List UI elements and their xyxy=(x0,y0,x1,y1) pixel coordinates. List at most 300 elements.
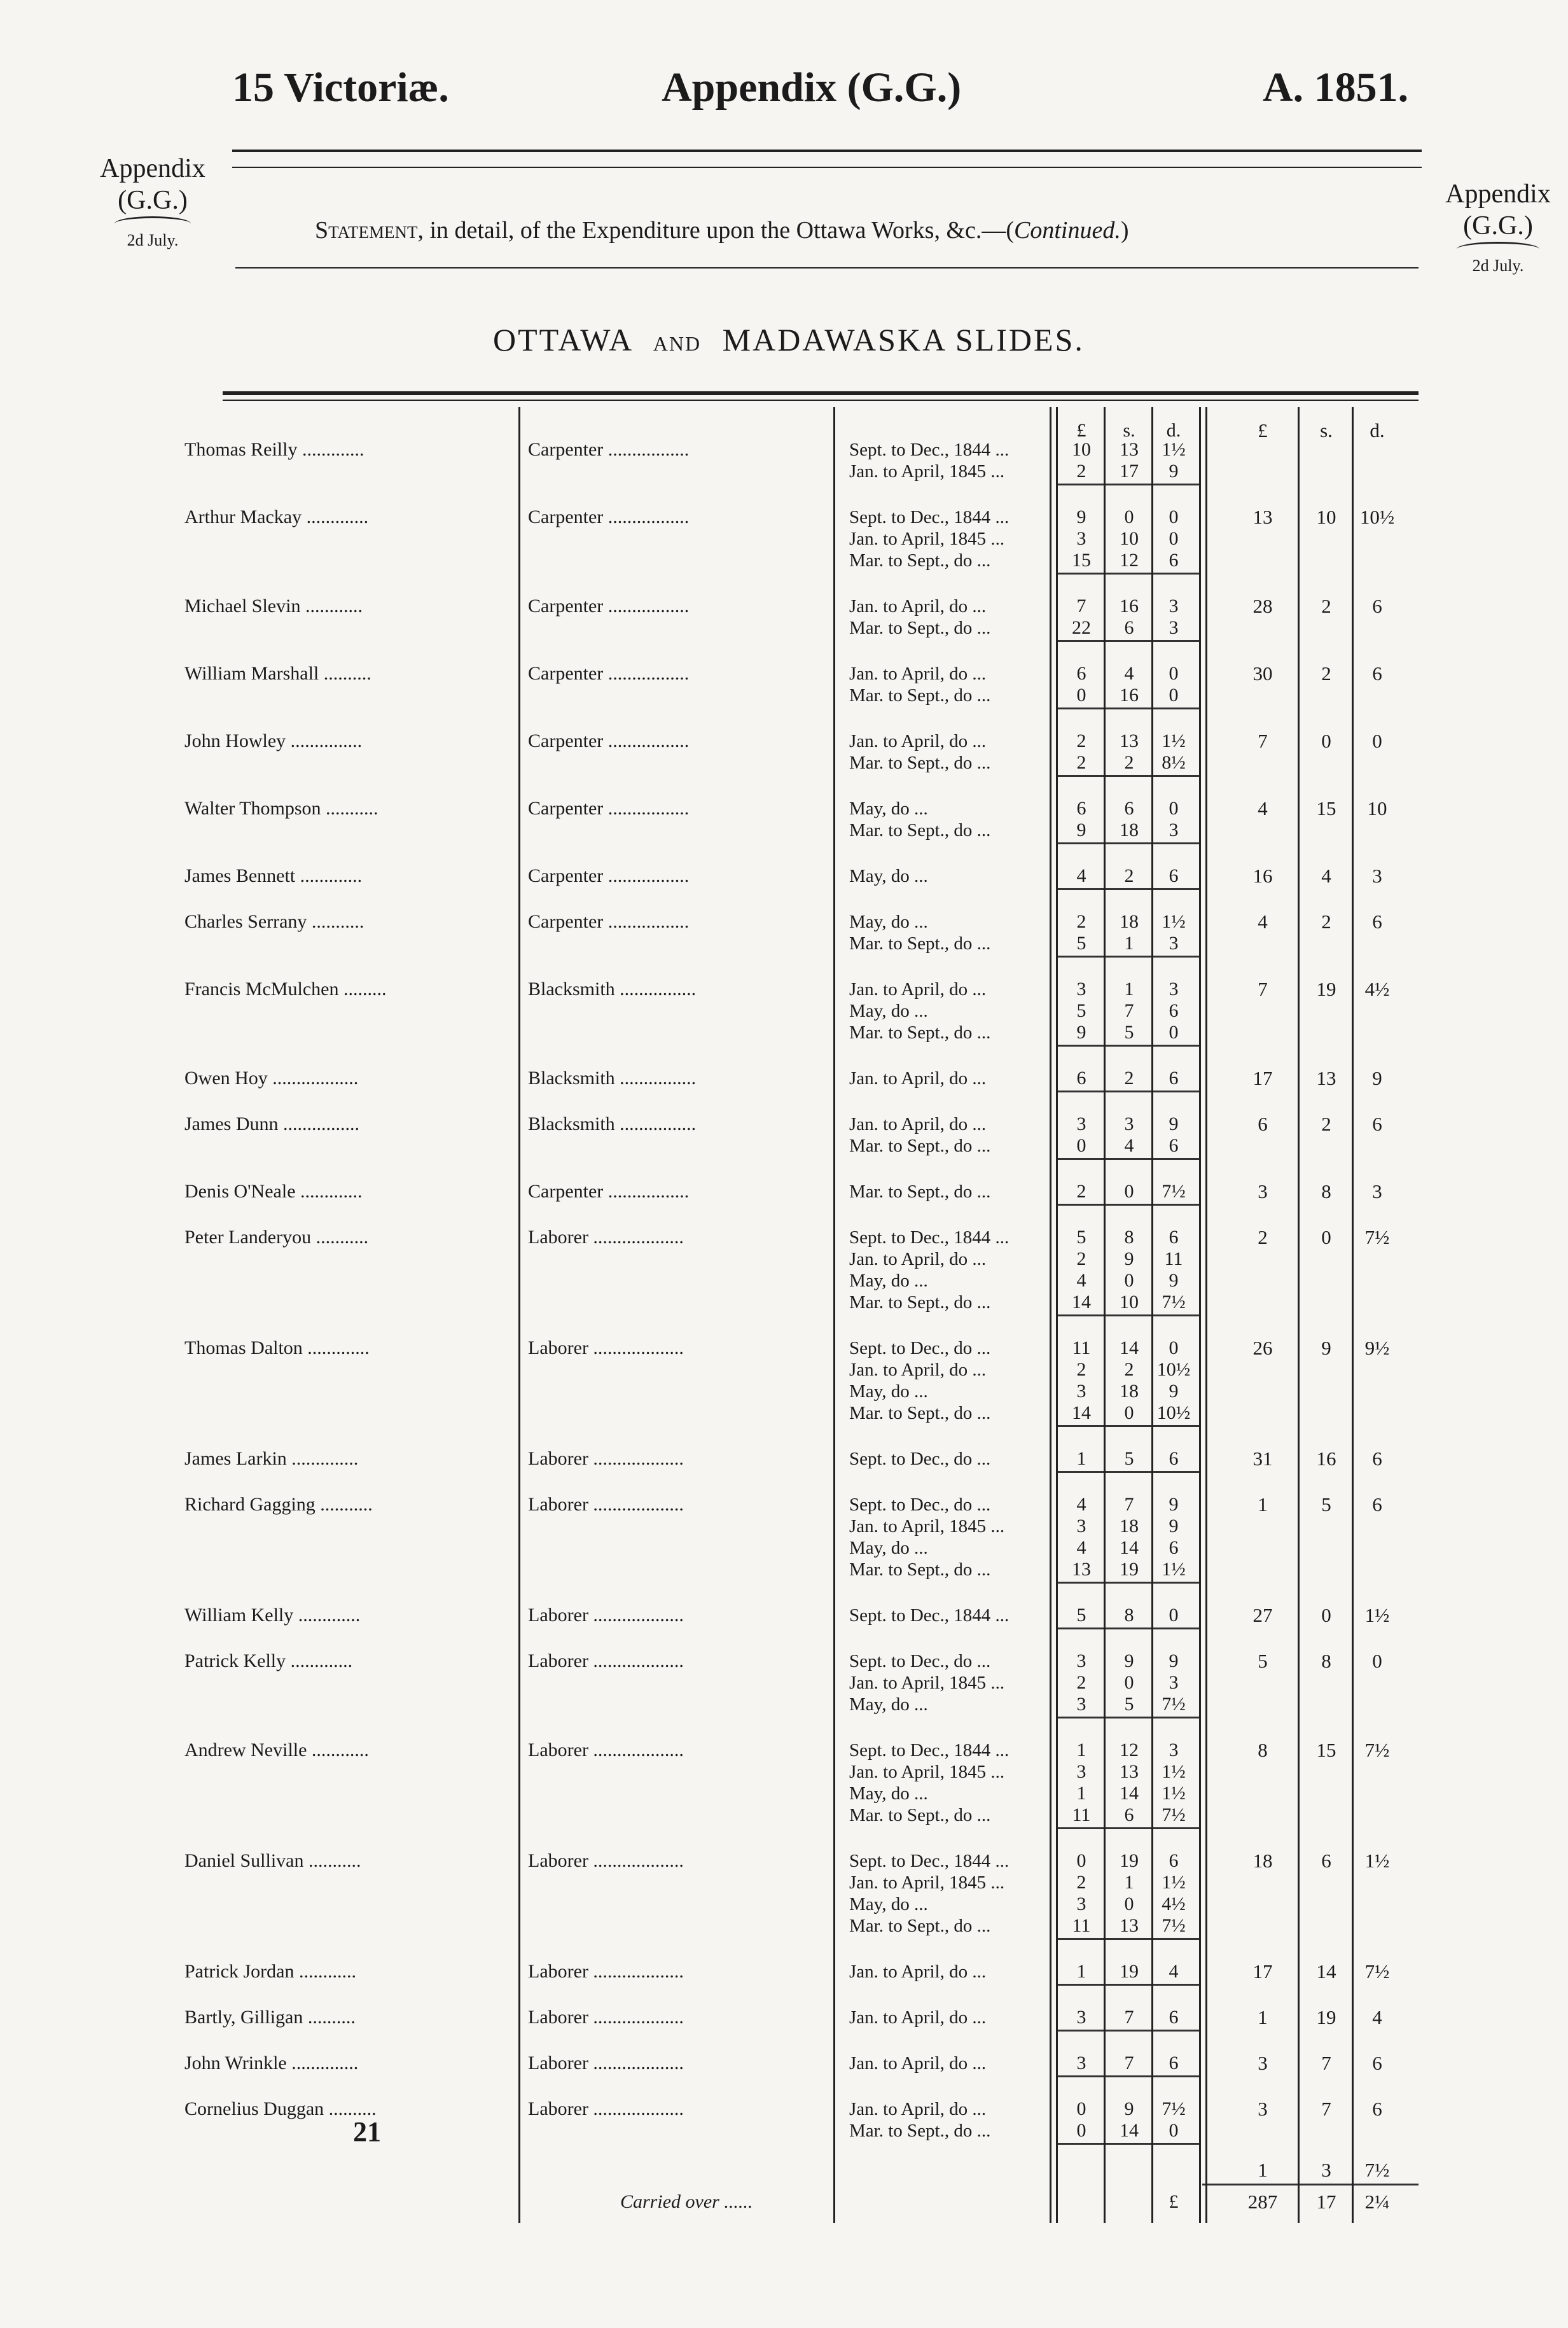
carried-over-pence: 2¼ xyxy=(1364,2191,1390,2213)
total-pounds: 13 xyxy=(1252,506,1273,528)
amount-pounds: 0 xyxy=(1076,2098,1086,2119)
pay-period: May, do ... xyxy=(849,1694,928,1715)
pay-period: May, do ... xyxy=(849,1381,928,1402)
amount-shillings: 13 xyxy=(1120,439,1139,460)
pay-period: Jan. to April, do ... xyxy=(849,664,987,684)
pay-period: Sept. to Dec., 1844 ... xyxy=(849,1851,1009,1871)
pay-period: Jan. to April, do ... xyxy=(849,1114,987,1134)
pay-period: Jan. to April, do ... xyxy=(849,1249,987,1269)
amount-pence: 0 xyxy=(1169,506,1179,527)
total-pounds: 3 xyxy=(1258,1180,1268,1202)
amount-pounds: 3 xyxy=(1076,2053,1086,2074)
amount-pence: 0 xyxy=(1169,1337,1179,1358)
amount-shillings: 7 xyxy=(1124,1494,1134,1515)
employee-trade: Carpenter ................. xyxy=(528,865,690,886)
total-pounds: 4 xyxy=(1258,910,1268,933)
amount-pence: 1½ xyxy=(1162,911,1186,932)
pay-period: Mar. to Sept., do ... xyxy=(849,1403,991,1423)
employee-name: Francis McMulchen ......... xyxy=(184,979,387,1000)
employee-name: James Bennett ............. xyxy=(184,865,363,886)
total-pounds: 18 xyxy=(1252,1850,1273,1872)
amount-shillings: 0 xyxy=(1124,506,1134,527)
pay-period: Sept. to Dec., 1844 ... xyxy=(849,1227,1009,1248)
pay-period: Jan. to April, 1845 ... xyxy=(849,1762,1005,1782)
employee-trade: Laborer ................... xyxy=(528,1961,684,1982)
amount-pence: 0 xyxy=(1169,798,1179,819)
employee-name: James Dunn ................ xyxy=(184,1113,359,1134)
amount-shillings: 8 xyxy=(1124,1605,1134,1626)
total-shillings: 16 xyxy=(1316,1447,1336,1470)
amount-shillings: 9 xyxy=(1124,2098,1134,2119)
amount-pounds: 2 xyxy=(1076,911,1086,932)
subtotal-rule xyxy=(1056,1045,1199,1047)
amount-shillings: 6 xyxy=(1124,1804,1134,1825)
amount-pence: 10½ xyxy=(1156,1402,1191,1423)
amount-pence: 6 xyxy=(1169,1850,1179,1871)
amount-shillings: 2 xyxy=(1124,1359,1134,1380)
amount-pounds: 1 xyxy=(1076,1783,1086,1804)
employee-trade: Blacksmith ................ xyxy=(528,1113,697,1134)
amount-pounds: 3 xyxy=(1076,1893,1086,1914)
amount-pence: 9 xyxy=(1169,1516,1179,1537)
pay-period: Jan. to April, do ... xyxy=(849,2053,987,2074)
amount-shillings: 0 xyxy=(1124,1893,1134,1914)
amount-pence: 6 xyxy=(1169,2007,1179,2028)
employee-trade: Laborer ................... xyxy=(528,1605,684,1626)
employee-trade: Carpenter ................. xyxy=(528,798,690,819)
amount-pounds: 2 xyxy=(1076,752,1086,773)
amount-shillings: 14 xyxy=(1120,1537,1139,1558)
amount-shillings: 2 xyxy=(1124,1068,1134,1089)
subtotal-rule xyxy=(1056,1827,1199,1829)
pay-period: Mar. to Sept., do ... xyxy=(849,820,991,840)
page-number: 21 xyxy=(353,2116,381,2147)
total-pence: 0 xyxy=(1372,730,1382,752)
total-pounds: 3 xyxy=(1258,2098,1268,2120)
amount-shillings: 5 xyxy=(1124,1448,1134,1469)
amount-shillings: 18 xyxy=(1120,911,1139,932)
pay-period: Mar. to Sept., do ... xyxy=(849,550,991,571)
sidenote-left-date: 2d July. xyxy=(127,231,179,249)
amount-shillings: 14 xyxy=(1120,2120,1139,2141)
total-shillings: 4 xyxy=(1321,865,1331,887)
col-header-total-pounds: £ xyxy=(1258,419,1268,442)
amount-pence: 0 xyxy=(1169,2120,1179,2141)
amount-pence: 6 xyxy=(1169,1537,1179,1558)
final-total-pounds: 1 xyxy=(1258,2159,1268,2181)
employee-name: Andrew Neville ............ xyxy=(184,1739,369,1760)
pay-period: Mar. to Sept., do ... xyxy=(849,1292,991,1313)
column-rule xyxy=(1199,407,1201,2223)
amount-shillings: 14 xyxy=(1120,1337,1139,1358)
amount-pence: 3 xyxy=(1169,617,1179,638)
amount-pence: 0 xyxy=(1169,1605,1179,1626)
amount-shillings: 18 xyxy=(1120,1381,1139,1402)
amount-shillings: 16 xyxy=(1120,685,1139,706)
amount-pence: 6 xyxy=(1169,1068,1179,1089)
statement-continued: Continued. xyxy=(1014,217,1121,244)
total-pence: 6 xyxy=(1372,595,1382,617)
total-shillings: 0 xyxy=(1321,1226,1331,1248)
column-rule xyxy=(1151,407,1153,2223)
employee-trade: Laborer ................... xyxy=(528,1227,684,1248)
amount-shillings: 5 xyxy=(1124,1694,1134,1715)
total-shillings: 2 xyxy=(1321,662,1331,685)
employee-name: Thomas Dalton ............. xyxy=(184,1337,370,1358)
amount-pounds: 3 xyxy=(1076,1761,1086,1782)
amount-pence: 1½ xyxy=(1162,1783,1186,1804)
amount-pence: 11 xyxy=(1164,1248,1183,1269)
amount-shillings: 0 xyxy=(1124,1181,1134,1202)
amount-pounds: 3 xyxy=(1076,528,1086,549)
pay-period: Mar. to Sept., do ... xyxy=(849,753,991,773)
pay-period: May, do ... xyxy=(849,1538,928,1558)
amount-pounds: 4 xyxy=(1076,1494,1086,1515)
column-rule xyxy=(518,407,520,2223)
title-part-a: OTTAWA xyxy=(493,322,632,358)
amount-pence: 0 xyxy=(1169,685,1179,706)
title-and: AND xyxy=(653,332,702,355)
amount-shillings: 9 xyxy=(1124,1650,1134,1671)
amount-pence: 1½ xyxy=(1162,1559,1186,1580)
amount-shillings: 1 xyxy=(1124,933,1134,954)
amount-pounds: 6 xyxy=(1076,1068,1086,1089)
amount-shillings: 2 xyxy=(1124,752,1134,773)
total-shillings: 2 xyxy=(1321,910,1331,933)
total-pounds: 1 xyxy=(1258,1493,1268,1516)
employee-name: Owen Hoy .................. xyxy=(184,1068,359,1089)
amount-shillings: 13 xyxy=(1120,1915,1139,1936)
col-header-total-shillings: s. xyxy=(1320,419,1333,442)
amount-shillings: 1 xyxy=(1124,1872,1134,1893)
amount-pounds: 9 xyxy=(1076,1022,1086,1043)
column-rule xyxy=(833,407,835,2223)
column-rule xyxy=(1205,407,1207,2223)
total-shillings: 0 xyxy=(1321,1604,1331,1626)
statement-label: Statement, xyxy=(315,217,424,244)
amount-shillings: 12 xyxy=(1120,1739,1139,1760)
total-shillings: 15 xyxy=(1316,1739,1336,1761)
employee-trade: Carpenter ................. xyxy=(528,596,690,617)
subtotal-rule xyxy=(1056,888,1199,890)
total-pence: 7½ xyxy=(1364,1226,1390,1248)
sidenote-left-line1: Appendix xyxy=(100,154,205,183)
amount-shillings: 19 xyxy=(1120,1961,1139,1982)
employee-trade: Laborer ................... xyxy=(528,2098,684,2119)
pay-period: Mar. to Sept., do ... xyxy=(849,1022,991,1043)
employee-name: Patrick Kelly ............. xyxy=(184,1650,353,1671)
col-header-total-pence: d. xyxy=(1370,419,1385,442)
amount-pence: 6 xyxy=(1169,1135,1179,1156)
final-total-shillings: 3 xyxy=(1321,2159,1331,2181)
pay-period: Jan. to April, do ... xyxy=(849,1068,987,1089)
amount-pounds: 3 xyxy=(1076,1694,1086,1715)
total-pence: 6 xyxy=(1372,1493,1382,1516)
pay-period: Sept. to Dec., 1844 ... xyxy=(849,440,1009,460)
total-shillings: 15 xyxy=(1316,797,1336,819)
amount-shillings: 13 xyxy=(1120,730,1139,751)
amount-pounds: 11 xyxy=(1072,1337,1091,1358)
final-total-rule xyxy=(1202,2184,1419,2185)
pay-period: Mar. to Sept., do ... xyxy=(849,1805,991,1825)
amount-pounds: 9 xyxy=(1076,819,1086,840)
subtotal-rule xyxy=(1056,707,1199,709)
employee-trade: Laborer ................... xyxy=(528,1850,684,1871)
amount-pounds: 2 xyxy=(1076,1181,1086,1202)
amount-pounds: 2 xyxy=(1076,1672,1086,1693)
pay-period: Sept. to Dec., 1844 ... xyxy=(849,507,1009,527)
amount-shillings: 18 xyxy=(1120,1516,1139,1537)
sidenote-right-date: 2d July. xyxy=(1472,256,1524,275)
amount-pounds: 22 xyxy=(1072,617,1091,638)
amount-pence: 7½ xyxy=(1162,1804,1186,1825)
amount-pounds: 1 xyxy=(1076,1448,1086,1469)
amount-pounds: 6 xyxy=(1076,798,1086,819)
final-total-pence: 7½ xyxy=(1364,2159,1390,2181)
col-header-pence: d. xyxy=(1166,420,1181,441)
employee-trade: Carpenter ................. xyxy=(528,439,690,460)
total-shillings: 9 xyxy=(1321,1337,1331,1359)
total-shillings: 7 xyxy=(1321,2052,1331,2074)
total-pence: 4 xyxy=(1372,2006,1382,2028)
pay-period: Mar. to Sept., do ... xyxy=(849,1916,991,1936)
employee-name: Daniel Sullivan ........... xyxy=(184,1850,361,1871)
amount-pence: 9 xyxy=(1169,1270,1179,1291)
pay-period: May, do ... xyxy=(849,866,928,886)
subtotal-rule xyxy=(1056,1628,1199,1629)
amount-pounds: 6 xyxy=(1076,663,1086,684)
total-pounds: 28 xyxy=(1252,595,1273,617)
column-rule xyxy=(1056,407,1058,2223)
total-shillings: 5 xyxy=(1321,1493,1331,1516)
subtotal-rule xyxy=(1056,2075,1199,2077)
employee-trade: Carpenter ................. xyxy=(528,730,690,751)
pay-period: Jan. to April, do ... xyxy=(849,731,987,751)
pay-period: Sept. to Dec., 1844 ... xyxy=(849,1605,1009,1626)
total-shillings: 13 xyxy=(1316,1067,1336,1089)
pay-period: Mar. to Sept., do ... xyxy=(849,618,991,638)
pay-period: Sept. to Dec., do ... xyxy=(849,1651,991,1671)
amount-pounds: 0 xyxy=(1076,1135,1086,1156)
statement-close: ) xyxy=(1120,217,1129,244)
amount-shillings: 7 xyxy=(1124,1000,1134,1021)
amount-pounds: 11 xyxy=(1072,1915,1091,1936)
pay-period: Sept. to Dec., do ... xyxy=(849,1449,991,1469)
subtotal-rule xyxy=(1056,1158,1199,1160)
amount-pounds: 4 xyxy=(1076,1537,1086,1558)
total-pounds: 17 xyxy=(1252,1067,1273,1089)
subtotal-rule xyxy=(1056,1471,1199,1473)
amount-pounds: 5 xyxy=(1076,1605,1086,1626)
carried-over-pounds: 287 xyxy=(1247,2191,1278,2213)
header-left: 15 Victoriæ. xyxy=(232,64,449,111)
amount-pence: 6 xyxy=(1169,2053,1179,2074)
total-pence: 3 xyxy=(1372,865,1382,887)
pay-period: Jan. to April, do ... xyxy=(849,1962,987,1982)
amount-pence: 9 xyxy=(1169,1113,1179,1134)
total-pounds: 7 xyxy=(1258,978,1268,1000)
employee-name: Michael Slevin ............ xyxy=(184,596,363,617)
amount-pounds: 3 xyxy=(1076,1516,1086,1537)
employee-name: Thomas Reilly ............. xyxy=(184,439,364,460)
amount-pounds: 14 xyxy=(1072,1402,1091,1423)
total-shillings: 19 xyxy=(1316,2006,1336,2028)
amount-shillings: 16 xyxy=(1120,596,1139,617)
amount-shillings: 6 xyxy=(1124,798,1134,819)
column-rule xyxy=(1050,407,1051,2223)
total-shillings: 2 xyxy=(1321,1113,1331,1135)
amount-pence: 1½ xyxy=(1162,730,1186,751)
amount-shillings: 4 xyxy=(1124,1135,1134,1156)
amount-pence: 4 xyxy=(1169,1961,1179,1982)
amount-pence: 9 xyxy=(1169,1494,1179,1515)
carried-over-shillings: 17 xyxy=(1316,2191,1336,2213)
pay-period: Mar. to Sept., do ... xyxy=(849,2121,991,2141)
pay-period: Jan. to April, do ... xyxy=(849,2007,987,2028)
amount-pounds: 0 xyxy=(1076,685,1086,706)
total-pence: 4½ xyxy=(1364,978,1390,1000)
total-shillings: 7 xyxy=(1321,2098,1331,2120)
total-pence: 9 xyxy=(1372,1067,1382,1089)
amount-shillings: 10 xyxy=(1120,528,1139,549)
header-center: Appendix (G.G.) xyxy=(662,64,962,111)
subtotal-rule xyxy=(1056,1938,1199,1940)
amount-shillings: 0 xyxy=(1124,1402,1134,1423)
total-pence: 3 xyxy=(1372,1180,1382,1202)
amount-shillings: 5 xyxy=(1124,1022,1134,1043)
amount-pence: 0 xyxy=(1169,528,1179,549)
amount-pounds: 2 xyxy=(1076,1248,1086,1269)
employee-name: James Larkin .............. xyxy=(184,1448,359,1469)
pay-period: Jan. to April, do ... xyxy=(849,2099,987,2119)
pay-period: Jan. to April, do ... xyxy=(849,1360,987,1380)
total-shillings: 8 xyxy=(1321,1650,1331,1672)
amount-shillings: 19 xyxy=(1120,1850,1139,1871)
amount-pence: 1½ xyxy=(1162,439,1186,460)
employee-trade: Carpenter ................. xyxy=(528,506,690,527)
total-pounds: 4 xyxy=(1258,797,1268,819)
total-pounds: 8 xyxy=(1258,1739,1268,1761)
total-pence: 6 xyxy=(1372,2098,1382,2120)
header-right: A. 1851. xyxy=(1263,64,1409,111)
amount-pence: 9 xyxy=(1169,461,1179,482)
col-header-shillings: s. xyxy=(1123,420,1135,441)
employee-name: Walter Thompson ........... xyxy=(184,798,378,819)
sidenote-right-line2: (G.G.) xyxy=(1463,211,1533,240)
amount-pence: 9 xyxy=(1169,1650,1179,1671)
total-pence: 1½ xyxy=(1364,1604,1390,1626)
column-rule xyxy=(1104,407,1106,2223)
employee-trade: Laborer ................... xyxy=(528,1739,684,1760)
amount-pounds: 10 xyxy=(1072,439,1091,460)
pay-period: Jan. to April, 1845 ... xyxy=(849,529,1005,549)
amount-pounds: 3 xyxy=(1076,1381,1086,1402)
amount-pence: 6 xyxy=(1169,1448,1179,1469)
amount-pence: 6 xyxy=(1169,1000,1179,1021)
amount-pence: 4½ xyxy=(1162,1893,1186,1914)
amount-pounds: 7 xyxy=(1076,596,1086,617)
total-shillings: 14 xyxy=(1316,1960,1336,1983)
amount-shillings: 4 xyxy=(1124,663,1134,684)
employee-name: Peter Landeryou ........... xyxy=(184,1227,369,1248)
amount-pence: 9 xyxy=(1169,1381,1179,1402)
amount-pence: 3 xyxy=(1169,933,1179,954)
subtotal-rule xyxy=(1056,1582,1199,1584)
amount-shillings: 13 xyxy=(1120,1761,1139,1782)
subtotal-rule xyxy=(1056,775,1199,777)
amount-pence: 6 xyxy=(1169,550,1179,571)
title-part-b: MADAWASKA SLIDES. xyxy=(722,322,1085,358)
pay-period: Mar. to Sept., do ... xyxy=(849,1136,991,1156)
subtotal-rule xyxy=(1056,484,1199,485)
pay-period: May, do ... xyxy=(849,798,928,819)
amount-pounds: 5 xyxy=(1076,1227,1086,1248)
employee-trade: Carpenter ................. xyxy=(528,911,690,932)
amount-pounds: 14 xyxy=(1072,1292,1091,1313)
amount-shillings: 17 xyxy=(1120,461,1139,482)
employee-name: Cornelius Duggan .......... xyxy=(184,2098,377,2119)
total-pence: 6 xyxy=(1372,910,1382,933)
employee-name: Denis O'Neale ............. xyxy=(184,1181,363,1202)
total-pounds: 26 xyxy=(1252,1337,1273,1359)
amount-pounds: 2 xyxy=(1076,1872,1086,1893)
employee-trade: Laborer ................... xyxy=(528,1448,684,1469)
total-pence: 6 xyxy=(1372,1113,1382,1135)
total-pence: 1½ xyxy=(1364,1850,1390,1872)
total-pence: 10 xyxy=(1367,797,1387,819)
subtotal-rule xyxy=(1056,573,1199,575)
amount-shillings: 18 xyxy=(1120,819,1139,840)
employee-trade: Laborer ................... xyxy=(528,1650,684,1671)
subtotal-rule xyxy=(1056,2030,1199,2032)
amount-shillings: 7 xyxy=(1124,2053,1134,2074)
amount-pence: 3 xyxy=(1169,596,1179,617)
employee-trade: Laborer ................... xyxy=(528,1494,684,1515)
amount-pounds: 3 xyxy=(1076,2007,1086,2028)
pay-period: Jan. to April, 1845 ... xyxy=(849,1673,1005,1693)
amount-pounds: 9 xyxy=(1076,506,1086,527)
amount-shillings: 9 xyxy=(1124,1248,1134,1269)
employee-name: William Kelly ............. xyxy=(184,1605,361,1626)
pay-period: Sept. to Dec., do ... xyxy=(849,1495,991,1515)
amount-pence: 1½ xyxy=(1162,1872,1186,1893)
subtotal-rule xyxy=(1056,1717,1199,1718)
total-pounds: 5 xyxy=(1258,1650,1268,1672)
pay-period: Mar. to Sept., do ... xyxy=(849,1181,991,1202)
total-pence: 6 xyxy=(1372,1447,1382,1470)
pay-period: May, do ... xyxy=(849,1271,928,1291)
employee-name: Charles Serrany ........... xyxy=(184,911,364,932)
subtotal-rule xyxy=(1056,1314,1199,1316)
employee-trade: Laborer ................... xyxy=(528,1337,684,1358)
amount-shillings: 6 xyxy=(1124,617,1134,638)
pay-period: Sept. to Dec., do ... xyxy=(849,1338,991,1358)
subtotal-rule xyxy=(1056,1984,1199,1986)
subtotal-rule xyxy=(1056,842,1199,844)
total-shillings: 6 xyxy=(1321,1850,1331,1872)
amount-pence: 7½ xyxy=(1162,1292,1186,1313)
total-pence: 7½ xyxy=(1364,1739,1390,1761)
amount-shillings: 0 xyxy=(1124,1270,1134,1291)
amount-pence: 10½ xyxy=(1156,1359,1191,1380)
amount-shillings: 3 xyxy=(1124,1113,1134,1134)
amount-pounds: 1 xyxy=(1076,1961,1086,1982)
total-pounds: 30 xyxy=(1252,662,1273,685)
pay-period: May, do ... xyxy=(849,1783,928,1804)
employee-name: John Howley ............... xyxy=(184,730,363,751)
total-shillings: 19 xyxy=(1316,978,1336,1000)
amount-pence: 3 xyxy=(1169,979,1179,1000)
